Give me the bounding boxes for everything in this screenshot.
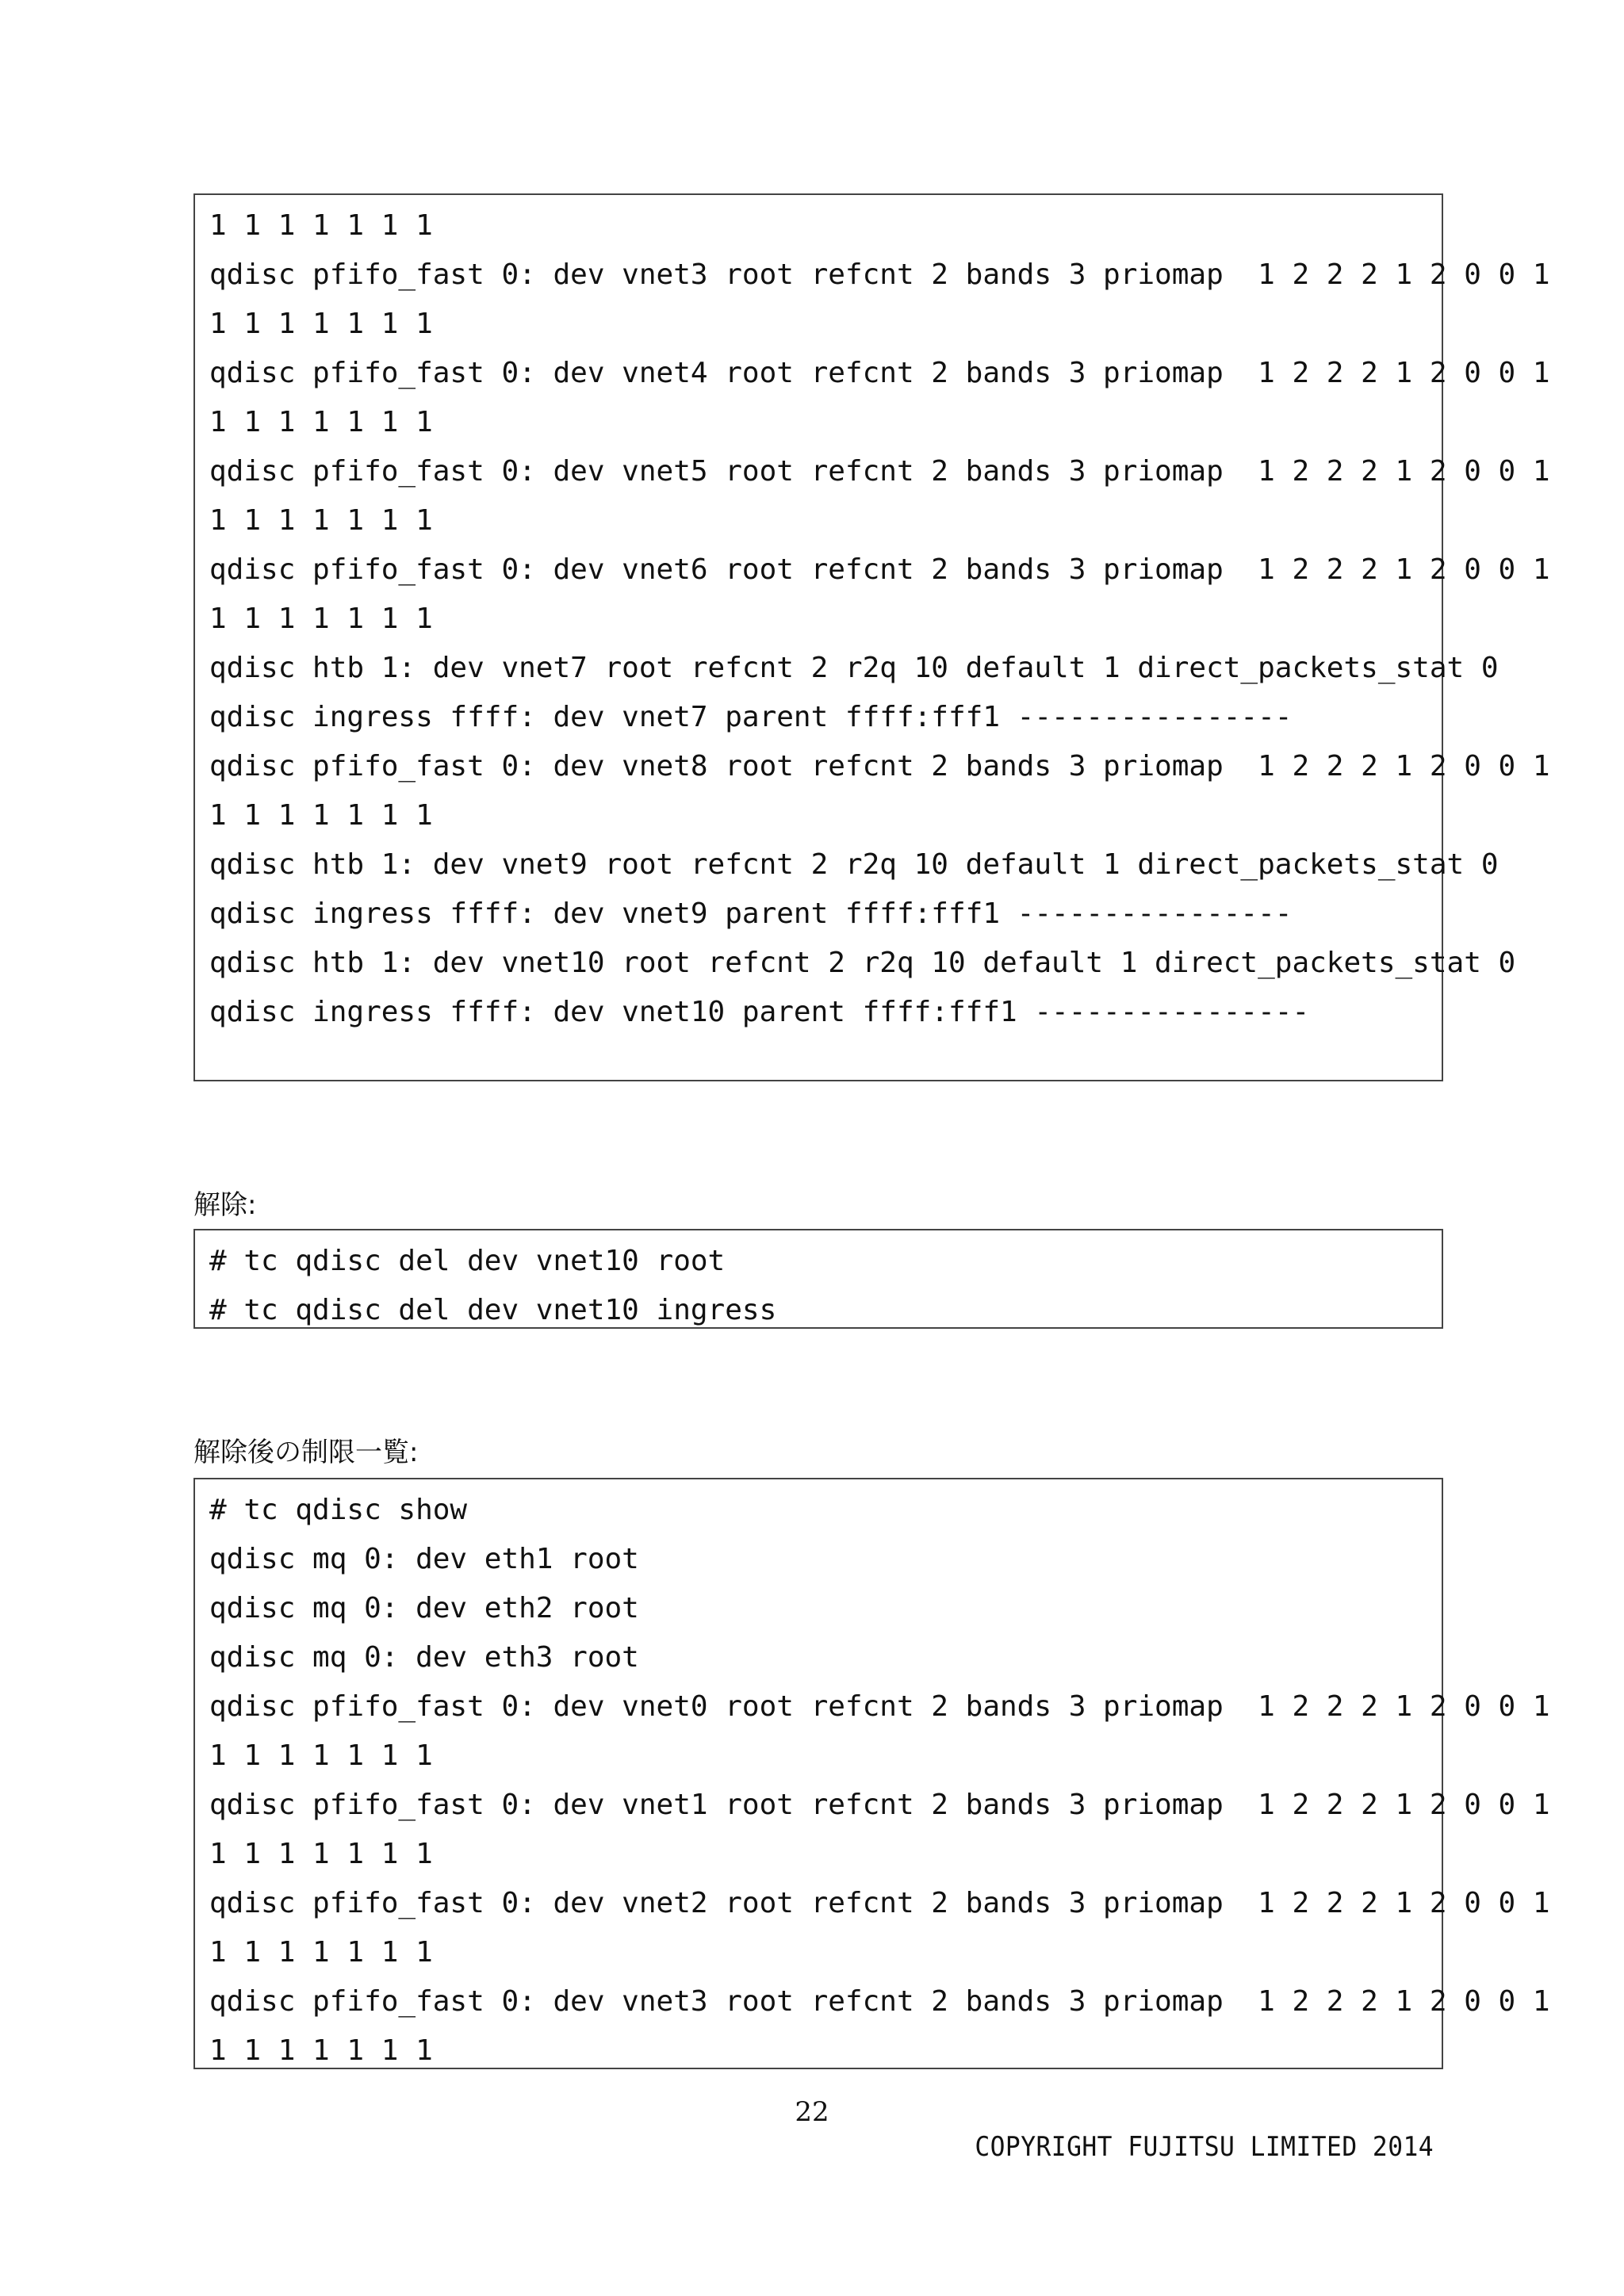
code-line: qdisc mq 0: dev eth1 root <box>209 1543 639 1575</box>
code-line: qdisc mq 0: dev eth2 root <box>209 1592 639 1624</box>
code-line: 1 1 1 1 1 1 1 <box>209 603 433 635</box>
page-number: 22 <box>795 2096 829 2128</box>
code-block-release-commands <box>193 1229 1443 1329</box>
code-line: # tc qdisc del dev vnet10 ingress <box>209 1294 777 1326</box>
copyright-notice: COPYRIGHT FUJITSU LIMITED 2014 <box>975 2131 1434 2163</box>
code-line: 1 1 1 1 1 1 1 <box>209 308 433 340</box>
code-line: 1 1 1 1 1 1 1 <box>209 799 433 832</box>
code-line: qdisc pfifo_fast 0: dev vnet5 root refcnt 2 bands 3 priomap 1 2 2 2 1 2 0 0 1 <box>209 455 1550 488</box>
code-line: qdisc htb 1: dev vnet9 root refcnt 2 r2q 10 default 1 direct_packets_stat 0 <box>209 848 1499 881</box>
section-label-release: 解除: <box>193 1189 257 1221</box>
section-label-after-release: 解除後の制限一覧: <box>193 1437 419 1468</box>
code-line: # tc qdisc del dev vnet10 root <box>209 1245 726 1277</box>
code-line: qdisc ingress ffff: dev vnet7 parent ffff:fff1 ---------------- <box>209 701 1293 733</box>
code-line: 1 1 1 1 1 1 1 <box>209 209 433 242</box>
code-line: qdisc ingress ffff: dev vnet9 parent ffff:fff1 ---------------- <box>209 897 1293 930</box>
code-line: # tc qdisc show <box>209 1494 468 1526</box>
code-line: qdisc htb 1: dev vnet10 root refcnt 2 r2q 10 default 1 direct_packets_stat 0 <box>209 947 1516 979</box>
code-line: 1 1 1 1 1 1 1 <box>209 504 433 537</box>
code-line: qdisc pfifo_fast 0: dev vnet3 root refcnt 2 bands 3 priomap 1 2 2 2 1 2 0 0 1 <box>209 1985 1550 2018</box>
code-line: 1 1 1 1 1 1 1 <box>209 1936 433 1969</box>
code-line: qdisc mq 0: dev eth3 root <box>209 1641 639 1674</box>
code-line: qdisc pfifo_fast 0: dev vnet0 root refcnt 2 bands 3 priomap 1 2 2 2 1 2 0 0 1 <box>209 1690 1550 1723</box>
code-line: qdisc pfifo_fast 0: dev vnet1 root refcnt 2 bands 3 priomap 1 2 2 2 1 2 0 0 1 <box>209 1789 1550 1821</box>
code-block-after-release <box>193 1478 1550 2069</box>
code-line: 1 1 1 1 1 1 1 <box>209 1838 433 1870</box>
code-line: qdisc pfifo_fast 0: dev vnet2 root refcnt 2 bands 3 priomap 1 2 2 2 1 2 0 0 1 <box>209 1887 1550 1919</box>
code-block-qdisc-list <box>193 193 1550 1081</box>
code-line: qdisc htb 1: dev vnet7 root refcnt 2 r2q 10 default 1 direct_packets_stat 0 <box>209 652 1499 684</box>
code-line: 1 1 1 1 1 1 1 <box>209 2034 433 2067</box>
code-line: qdisc pfifo_fast 0: dev vnet8 root refcnt 2 bands 3 priomap 1 2 2 2 1 2 0 0 1 <box>209 750 1550 783</box>
code-line: qdisc pfifo_fast 0: dev vnet3 root refcnt 2 bands 3 priomap 1 2 2 2 1 2 0 0 1 <box>209 258 1550 291</box>
code-line: 1 1 1 1 1 1 1 <box>209 406 433 438</box>
code-line: qdisc pfifo_fast 0: dev vnet6 root refcnt 2 bands 3 priomap 1 2 2 2 1 2 0 0 1 <box>209 553 1550 586</box>
code-line: qdisc ingress ffff: dev vnet10 parent ffff:fff1 ---------------- <box>209 996 1310 1028</box>
code-line: 1 1 1 1 1 1 1 <box>209 1739 433 1772</box>
code-line: qdisc pfifo_fast 0: dev vnet4 root refcnt 2 bands 3 priomap 1 2 2 2 1 2 0 0 1 <box>209 357 1550 389</box>
